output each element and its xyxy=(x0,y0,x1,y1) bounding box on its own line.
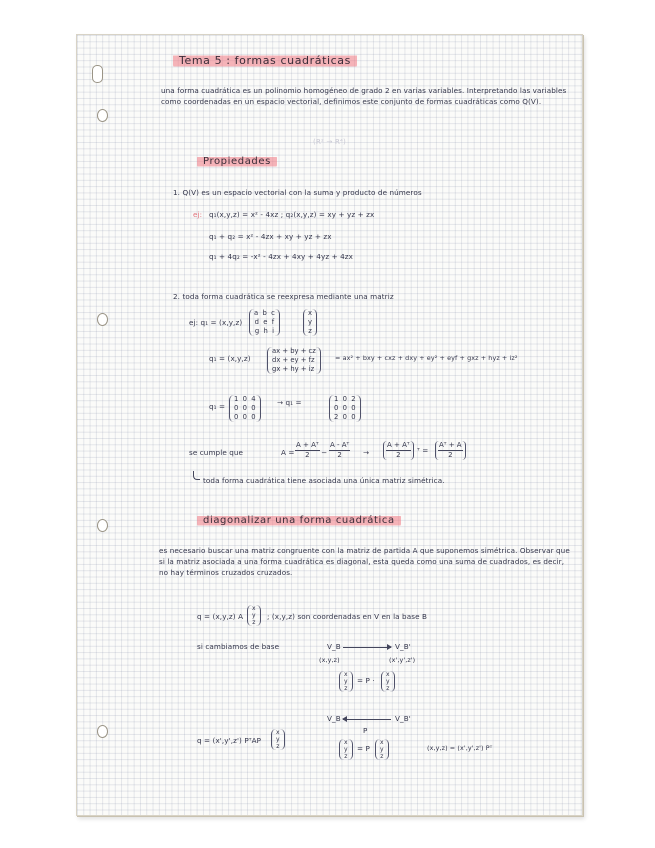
base-change-arrow xyxy=(343,647,391,648)
fraction-denominator: 2 xyxy=(337,451,342,459)
transpose-eq: ᵀ = xyxy=(417,446,429,455)
relation-2: = P xyxy=(357,744,370,753)
matrix-1: 1 0 4 0 0 0 0 0 0 xyxy=(229,395,261,422)
matrix-2: 1 0 2 0 0 0 2 0 0 xyxy=(329,395,361,422)
equation-sum: q₁ + q₂ = x² - 4zx + xy + yz + zx xyxy=(209,232,332,241)
cumple-eq: A = xyxy=(281,448,295,457)
relation-1: = P · xyxy=(357,676,375,685)
intro-paragraph: una forma cuadrática es un polinomio homogéneo de grado 2 en varias variables. Interpretando las variables como coordenadas en un espacio vectorial, definimos este conjunto de formas cuadráticas como Q(V). xyxy=(161,86,567,106)
punch-hole xyxy=(97,109,108,122)
vector-xyz-3: x y z xyxy=(339,671,353,692)
equation-scaled-sum: q₁ + 4q₂ = -x² - 4zx + 4xy + 4yz + 4zx xyxy=(209,252,353,261)
expanded-matrix: ax + by + cz dx + ey + fz gx + hy + iz xyxy=(267,347,321,374)
fraction-numerator: Aᵀ + A xyxy=(439,441,462,449)
fraction-numerator: A + Aᵀ xyxy=(296,441,319,449)
property-2-label: 2. toda forma cuadrática se reexpresa mediante una matriz xyxy=(173,292,394,301)
coords-new: (x',y',z') xyxy=(389,656,416,664)
fraction-numerator: A - Aᵀ xyxy=(330,441,350,449)
punch-hole xyxy=(97,313,108,326)
fraction-sym xyxy=(295,441,320,460)
fraction-numerator: A + Aᵀ xyxy=(387,441,410,449)
fraction-denominator: 2 xyxy=(305,451,310,459)
p-label: P xyxy=(363,726,368,735)
fraction-denominator: 2 xyxy=(396,451,401,459)
q-prime-expression: q = (x',y',z') PᵀAP xyxy=(197,736,262,745)
q-definition: q = (x,y,z) A xyxy=(197,612,244,621)
page-title: Tema 5 : formas cuadráticas xyxy=(173,53,357,68)
diagonalize-paragraph: es necesario buscar una matriz congruente con la matriz de partida A que suponemos simétrica. Observar que si la matriz asociada a una forma cuadrática es diagonal, esta queda como una suma de cuadrados, es decir, no hay términos cruzados cruzados. xyxy=(159,546,570,577)
faint-note: (R² → R⁴) xyxy=(313,137,346,146)
punch-hole xyxy=(97,725,108,738)
vector-xyz-prime: x y z xyxy=(381,671,395,692)
expand-lhs: q₁ = (x,y,z) xyxy=(209,354,251,363)
notebook-page xyxy=(76,34,583,816)
punch-hole xyxy=(97,519,108,532)
property-1-label: 1. Q(V) es un espacio vectorial con la suma y producto de números xyxy=(173,188,422,197)
minus-sign: − xyxy=(321,448,328,457)
base-vbp: V_B' xyxy=(395,642,411,651)
punch-hole xyxy=(92,65,103,83)
base-change-arrow-back xyxy=(343,719,391,720)
base-vb-2: V_B xyxy=(327,714,341,723)
q-coordinates: ; (x,y,z) son coordenadas en V en la base B xyxy=(267,612,428,621)
example-label: ej: xyxy=(193,210,203,219)
fraction-sym-2 xyxy=(383,441,414,460)
vector-xyz-2: x y z xyxy=(247,605,261,626)
fraction-sym-3 xyxy=(435,441,466,460)
vector-xyz-4: x y z xyxy=(271,729,285,750)
vector-xyz: x y z xyxy=(303,309,317,336)
base-vbp-2: V_B' xyxy=(395,714,411,723)
equation-q1-q2: q₁(x,y,z) = x² - 4xz ; q₂(x,y,z) = xy + yz + zx xyxy=(209,210,375,219)
section-heading-diagonalizar: diagonalizar una forma cuadrática xyxy=(197,514,401,527)
symmetric-note: toda forma cuadrática tiene asociada una única matriz simétrica. xyxy=(203,476,445,485)
matrix-arrow-label: → q₁ = xyxy=(277,398,302,407)
section-heading-propiedades: Propiedades xyxy=(197,155,277,168)
fraction-denominator: 2 xyxy=(448,451,453,459)
base-change-label: si cambiamos de base xyxy=(197,642,280,651)
base-vb: V_B xyxy=(327,642,341,651)
implies-arrow: → xyxy=(363,448,370,457)
expand-rhs: = ax² + bxy + cxz + dxy + ey² + eyf + gxz + hyz + iz² xyxy=(335,354,518,362)
vector-xyz-5: x y z xyxy=(339,739,353,760)
xyz-relation: (x,y,z) = (x',y',z') Pᵀ xyxy=(427,744,493,752)
fraction-antisym xyxy=(329,441,350,460)
coords-old: (x,y,z) xyxy=(319,656,340,664)
matrix-abc: a b c d e f g h i xyxy=(249,309,280,336)
matrix-1-label: q₁ = xyxy=(209,402,226,411)
example-q1: ej: q₁ = (x,y,z) xyxy=(189,318,243,327)
vector-xyz-6: x y z xyxy=(375,739,389,760)
cumple-label: se cumple que xyxy=(189,448,244,457)
hook-arrow xyxy=(193,471,200,480)
